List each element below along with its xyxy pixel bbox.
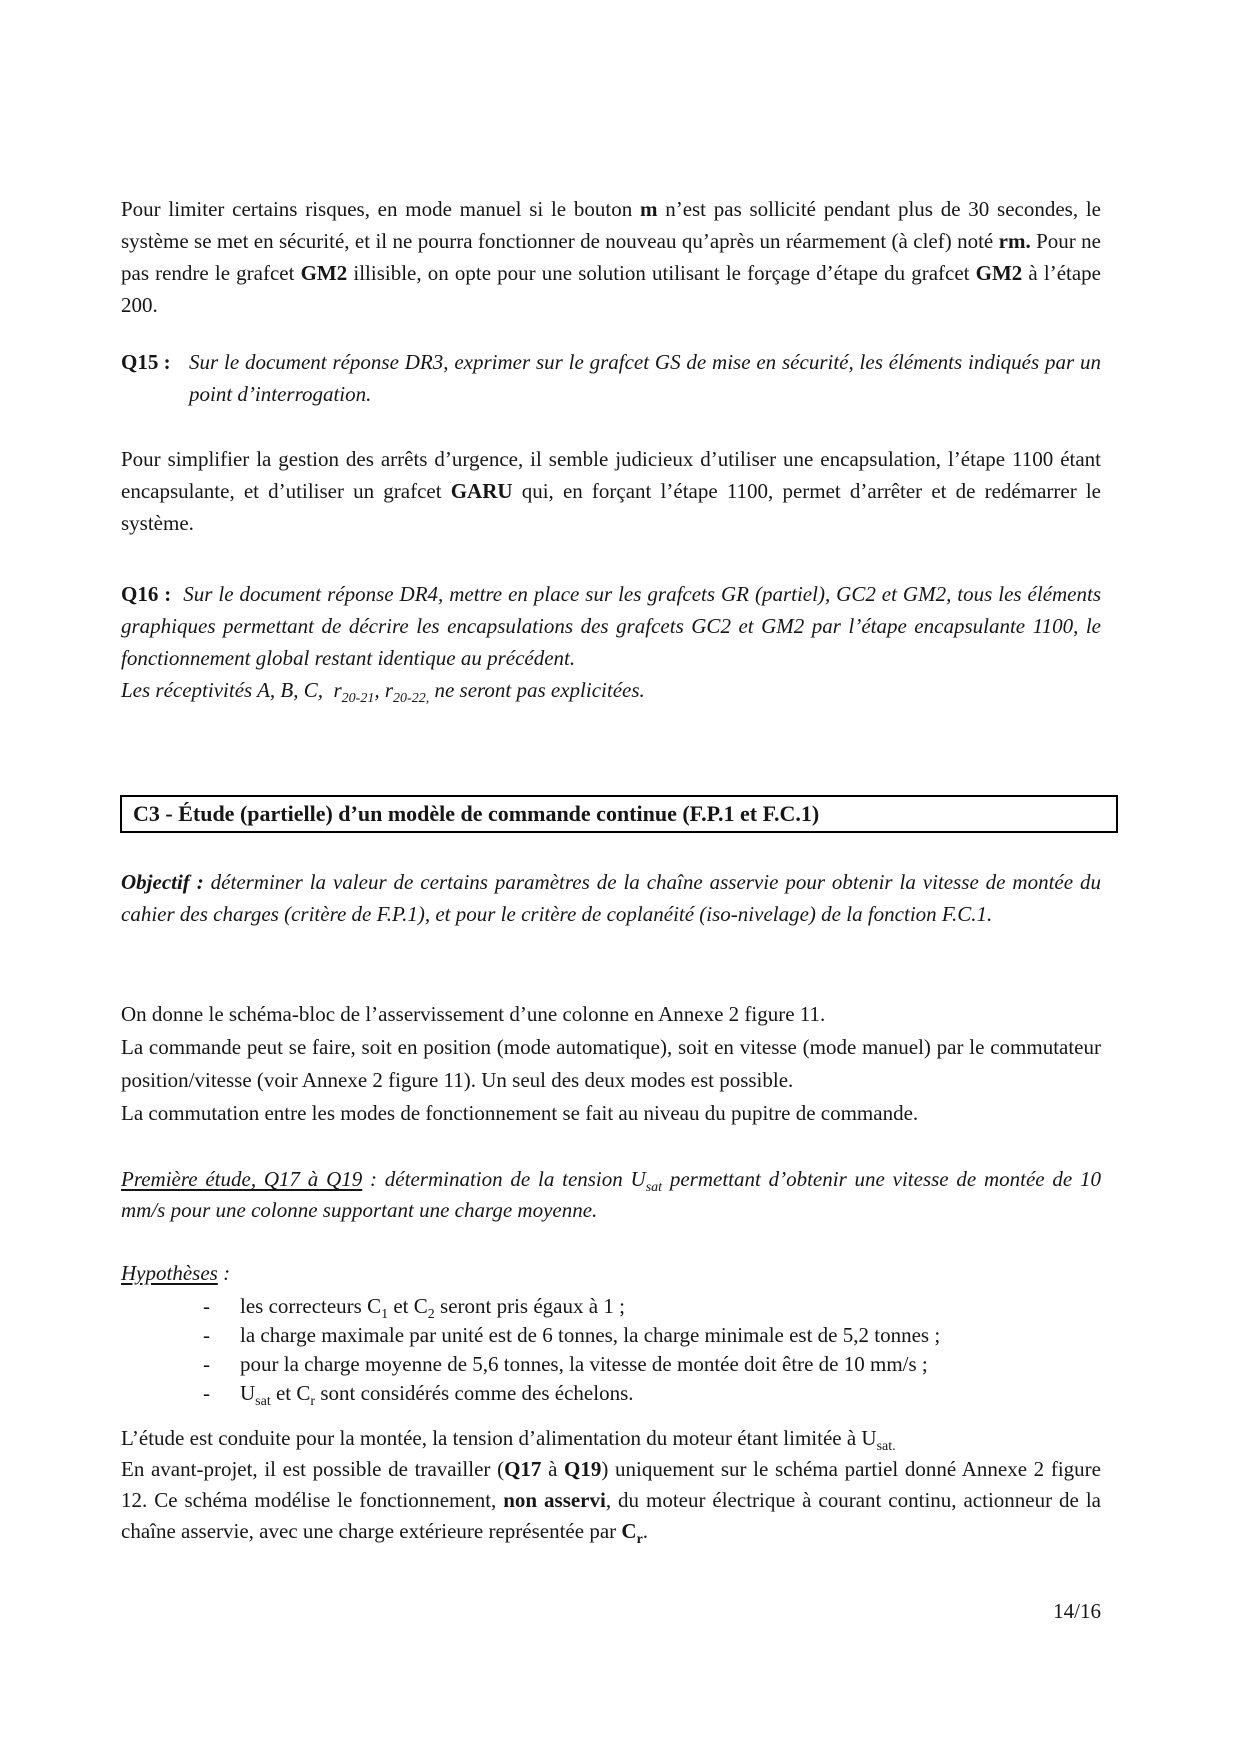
paragraph-etude-finale	[121, 1423, 1101, 1547]
hypothesis-text: $U_{sat}$ et $C_r$ sont considérés comme des échelons.	[240, 1381, 634, 1409]
hypotheses-heading: Hypothèses :	[121, 1261, 231, 1285]
hypothesis-text: la charge maximale par unité est de 6 tonnes, la charge minimale est de 5,2 tonnes ;	[240, 1323, 941, 1347]
hypothesis-text: pour la charge moyenne de 5,6 tonnes, la vitesse de montée doit être de 10 mm/s ;	[240, 1352, 928, 1376]
hypothesis-item	[121, 1379, 1101, 1408]
paragraph-avant-projet: En avant-projet, il est possible de travailler (Q17 à Q19) uniquement sur le schéma partiel donné Annexe 2 figure 12. Ce schéma modélise le fonctionnement, non asservi, du moteur électrique à courant continu, actionneur de la chaîne asservie, avec une charge extérieure représentée par $C_r$.	[121, 1457, 1101, 1547]
paragraph-annexe-figure11: On donne le schéma-bloc de l’asservissement d’une colonne en Annexe 2 figure 11.	[121, 1002, 826, 1026]
question-q16-note: Les réceptivités A, B, C, $r_{20-21}$, $r_{20-22,}$ ne seront pas explicitées.	[121, 678, 645, 706]
premiere-etude-paragraph: Première étude, Q17 à Q19 : détermination de la tension $U_{sat}$ permettant d’obtenir une vitesse de montée de 10 mm/s pour une colonne supportant une charge moyenne.	[121, 1167, 1102, 1222]
paragraph-etude-montee: L’étude est conduite pour la montée, la tension d’alimentation du moteur étant limitée à $U_{sat.}$	[121, 1426, 896, 1454]
page-number: 14/16	[1053, 1599, 1101, 1623]
hypothesis-item	[121, 1292, 1101, 1321]
section-heading-c3	[120, 795, 1118, 833]
objectif-paragraph: Objectif : déterminer la valeur de certains paramètres de la chaîne asservie pour obtenir la vitesse de montée du cahier des charges (critère de F.P.1), et pour le critère de coplanéité (iso-nivelage) de la fonction F.C.1.	[121, 870, 1101, 926]
question-text-q15: Sur le document réponse DR3, exprimer sur le grafcet GS de mise en sécurité, les éléments indiqués par un point d’interrogation.	[189, 350, 1101, 406]
paragraph-mise-en-securite: Pour limiter certains risques, en mode manuel si le bouton m n’est pas sollicité pendant plus de 30 secondes, le système se met en sécurité, et il ne pourra fonctionner de nouveau qu’après un réarmement (à clef) noté rm. Pour ne pas rendre le grafcet GM2 illisible, on opte pour une solution utilisant le forçage d’étape du grafcet GM2 à l’étape 200.	[121, 197, 1101, 317]
hypothesis-text: les correcteurs $C_1$ et $C_2$ seront pris égaux à 1 ;	[240, 1294, 625, 1322]
bullet-dash: -	[203, 1323, 210, 1347]
question-label-q15: Q15 :	[121, 350, 171, 374]
bullet-dash: -	[203, 1352, 210, 1376]
hypothesis-item	[121, 1350, 1101, 1379]
question-text-q16: Q16 : Sur le document réponse DR4, mettre en place sur les grafcets GR (partiel), GC2 et GM2, tous les éléments graphiques permettant de décrire les encapsulations des grafcets GC2 et GM2 par l’étape encapsulante 1100, le fonctionnement global restant identique au précédent.	[121, 582, 1102, 670]
hypotheses-section	[121, 1258, 1101, 1408]
paragraph-schema-bloc	[121, 998, 1101, 1130]
section-heading-c3-title: C3 - Étude (partielle) d’un modèle de commande continue (F.P.1 et F.C.1)	[133, 801, 820, 826]
paragraph-commande-modes: La commande peut se faire, soit en position (mode automatique), soit en vitesse (mode manuel) par le commutateur position/vitesse (voir Annexe 2 figure 11). Un seul des deux modes est possible.	[121, 1035, 1101, 1092]
bullet-dash: -	[203, 1381, 210, 1405]
bullet-dash: -	[203, 1294, 210, 1318]
question-q16	[121, 578, 1101, 706]
hypotheses-list	[121, 1292, 1101, 1408]
paragraph-encapsulation: Pour simplifier la gestion des arrêts d’urgence, il semble judicieux d’utiliser une encapsulation, l’étape 1100 étant encapsulante, et d’utiliser un grafcet GARU qui, en forçant l’étape 1100, permet d’arrêter et de redémarrer le système.	[121, 447, 1101, 535]
hypothesis-item	[121, 1321, 1101, 1350]
question-q15	[121, 346, 1101, 410]
paragraph-commutation: La commutation entre les modes de fonctionnement se fait au niveau du pupitre de commande.	[121, 1101, 919, 1125]
